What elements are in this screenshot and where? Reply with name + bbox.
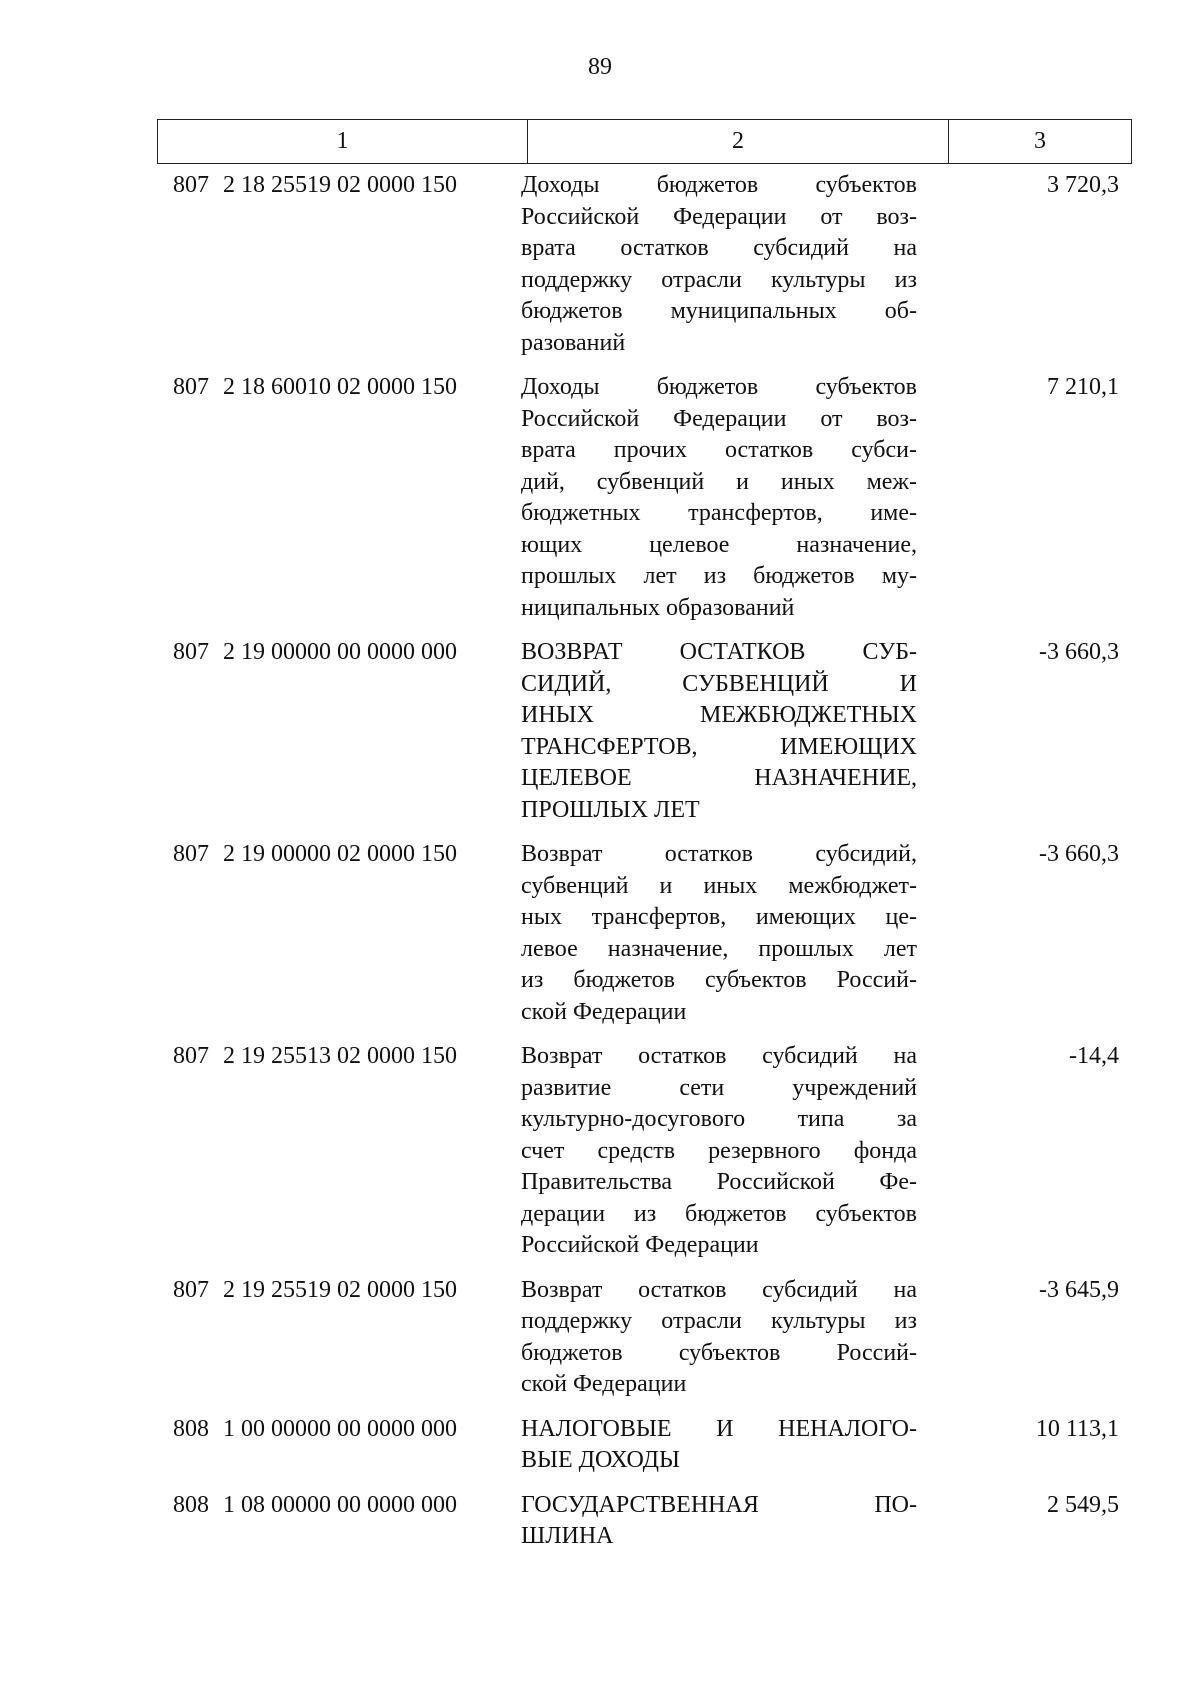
- income-name: [521, 1490, 917, 1553]
- income-name: [521, 839, 917, 1028]
- admin-code: 807: [173, 1276, 209, 1303]
- income-name-line: ШЛИНА: [521, 1523, 614, 1549]
- income-name-line: Российской Федерации: [521, 1232, 759, 1258]
- income-name-line: Правительства Российской Фе-: [521, 1169, 917, 1195]
- income-name-line: счет средств резервного фонда: [521, 1137, 917, 1164]
- income-name-line: прошлых лет из бюджетов му-: [521, 563, 917, 589]
- income-name-line: врата остатков субсидий на: [521, 235, 917, 261]
- income-name-line: развитие сети учреждений: [521, 1074, 917, 1101]
- income-name-line: врата прочих остатков субси-: [521, 437, 917, 463]
- income-name-line: Возврат остатков субсидий на: [521, 1043, 917, 1069]
- amount-value: 3 720,3: [1047, 172, 1119, 198]
- income-name-line: разований: [521, 329, 626, 356]
- income-name-line: ных трансфертов, имеющих це-: [521, 904, 917, 930]
- table-row: [157, 1414, 1131, 1477]
- income-name-line: НАЛОГОВЫЕ И НЕНАЛОГО-: [521, 1415, 917, 1442]
- table-row: [157, 1490, 1131, 1553]
- income-name: [521, 1275, 917, 1401]
- table-body: [157, 170, 1131, 1566]
- amount-value: 10 113,1: [1035, 1415, 1119, 1442]
- budget-code: 2 18 60010 02 0000 150: [223, 374, 457, 400]
- admin-code: 807: [173, 374, 209, 400]
- table-row: [157, 839, 1131, 1028]
- income-name-line: Российской Федерации от воз-: [521, 203, 917, 230]
- income-name: [521, 170, 917, 359]
- income-name-line: ской Федерации: [521, 998, 687, 1025]
- amount-value: -3 660,3: [1039, 639, 1119, 665]
- table-row: [157, 372, 1131, 624]
- income-name-line: субвенций и иных межбюджет-: [521, 872, 917, 899]
- amount-value: -3 660,3: [1039, 841, 1119, 867]
- budget-code: 2 19 25513 02 0000 150: [223, 1043, 457, 1069]
- budget-code: 2 19 25519 02 0000 150: [223, 1276, 457, 1303]
- income-name: [521, 1041, 917, 1262]
- budget-code: 1 00 00000 00 0000 000: [223, 1415, 457, 1442]
- admin-code: 808: [173, 1491, 209, 1518]
- income-name-line: дерации из бюджетов субъектов: [521, 1200, 917, 1227]
- income-name-line: ниципальных образований: [521, 594, 795, 621]
- income-name-line: левое назначение, прошлых лет: [521, 935, 917, 962]
- income-name-line: ИНЫХ МЕЖБЮДЖЕТНЫХ: [521, 702, 917, 728]
- budget-code: 2 19 00000 02 0000 150: [223, 841, 457, 867]
- income-name-line: поддержку отрасли культуры из: [521, 1308, 917, 1334]
- amount-value: 2 549,5: [1047, 1491, 1119, 1518]
- header-col-3: 3: [949, 120, 1132, 164]
- table-header: [157, 119, 1132, 164]
- income-name-line: Возврат остатков субсидий на: [521, 1276, 917, 1303]
- budget-code: 2 18 25519 02 0000 150: [223, 172, 457, 198]
- income-name-line: ЦЕЛЕВОЕ НАЗНАЧЕНИЕ,: [521, 765, 917, 791]
- income-name-line: Доходы бюджетов субъектов: [521, 172, 917, 198]
- income-name-line: ВЫЕ ДОХОДЫ: [521, 1447, 680, 1473]
- income-name-line: из бюджетов субъектов Россий-: [521, 967, 917, 993]
- admin-code: 807: [173, 1043, 209, 1069]
- table-row: [157, 170, 1131, 359]
- header-col-2: 2: [528, 120, 949, 164]
- income-name: [521, 372, 917, 624]
- table-row: [157, 1041, 1131, 1262]
- amount-value: 7 210,1: [1047, 374, 1119, 400]
- income-name-line: дий, субвенций и иных меж-: [521, 468, 917, 495]
- header-col-1: 1: [158, 120, 528, 164]
- admin-code: 808: [173, 1415, 209, 1442]
- income-name-line: бюджетных трансфертов, име-: [521, 500, 917, 526]
- admin-code: 807: [173, 639, 209, 665]
- header-row: [158, 120, 1132, 164]
- income-name-line: Возврат остатков субсидий,: [521, 841, 917, 867]
- page-number: 89: [588, 54, 612, 80]
- table-row: [157, 1275, 1131, 1401]
- income-name-line: поддержку отрасли культуры из: [521, 266, 917, 293]
- income-name-line: бюджетов субъектов Россий-: [521, 1339, 917, 1366]
- admin-code: 807: [173, 172, 209, 198]
- income-name-line: ГОСУДАРСТВЕННАЯ ПО-: [521, 1491, 917, 1518]
- income-name: [521, 1414, 917, 1477]
- income-name-line: ВОЗВРАТ ОСТАТКОВ СУБ-: [521, 639, 917, 665]
- admin-code: 807: [173, 841, 209, 867]
- income-name-line: ПРОШЛЫХ ЛЕТ: [521, 796, 700, 823]
- amount-value: -14,4: [1069, 1043, 1119, 1069]
- income-name-line: ТРАНСФЕРТОВ, ИМЕЮЩИХ: [521, 733, 917, 760]
- income-name-line: Доходы бюджетов субъектов: [521, 374, 917, 400]
- income-name-line: ющих целевое назначение,: [521, 531, 917, 558]
- income-name-line: Российской Федерации от воз-: [521, 405, 917, 432]
- income-name-line: СИДИЙ, СУБВЕНЦИЙ И: [521, 670, 917, 697]
- income-name-line: культурно-досугового типа за: [521, 1106, 917, 1132]
- income-name-line: бюджетов муниципальных об-: [521, 298, 917, 324]
- income-name: [521, 637, 917, 826]
- amount-value: -3 645,9: [1039, 1276, 1119, 1303]
- budget-code: 1 08 00000 00 0000 000: [223, 1491, 457, 1518]
- budget-code: 2 19 00000 00 0000 000: [223, 639, 457, 665]
- table-row: [157, 637, 1131, 826]
- income-name-line: ской Федерации: [521, 1371, 687, 1397]
